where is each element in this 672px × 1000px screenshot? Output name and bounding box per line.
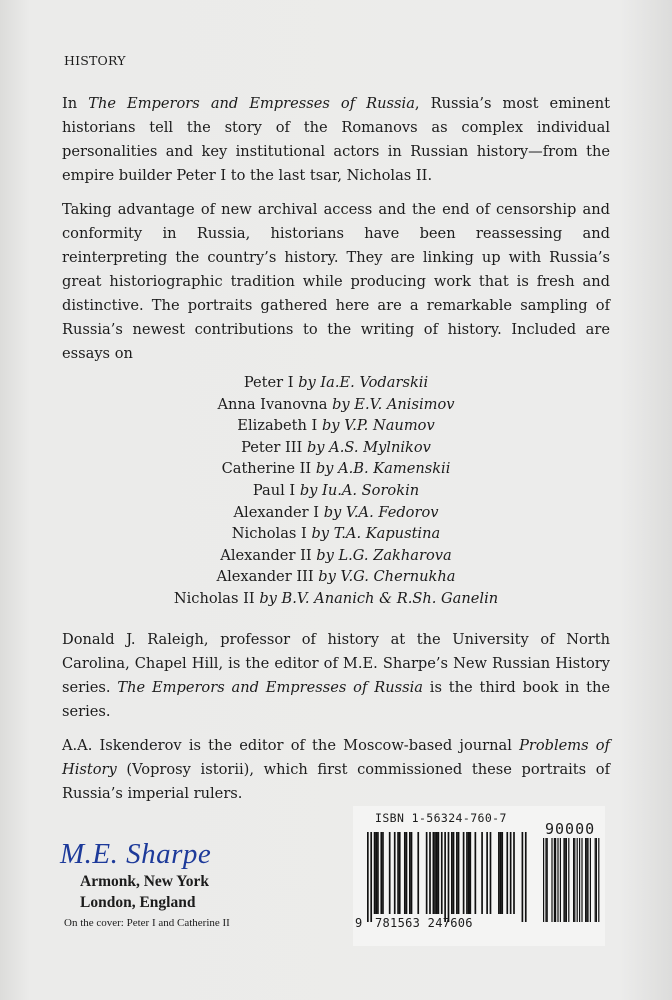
barcode-bar	[468, 832, 470, 914]
ean-number: 781563 247606	[375, 916, 473, 930]
addon-bar	[587, 838, 588, 922]
editor-bio: Donald J. Raleigh, professor of history at the University of North Carolina, Chapel Hill, is the editor of M.E. Sharpe’s New Russian History series. The Emperors and Empresses of Russia is the third book in the series.	[62, 631, 610, 720]
addon-bar	[581, 838, 582, 922]
addon-bar	[547, 838, 548, 922]
barcode-bar	[525, 832, 527, 922]
addon-bar	[565, 838, 566, 922]
barcode-bar	[498, 832, 500, 914]
addon-bar	[560, 838, 561, 922]
category-label: HISTORY	[64, 53, 126, 68]
addon-bar	[574, 838, 575, 922]
barcode-bar	[380, 832, 382, 914]
barcode-bar	[448, 832, 450, 922]
intro-paragraph: In The Emperors and Empresses of Russia, Russia’s most eminent historians tell the story of the Romanovs as complex individual personalities and key institutional actors in Russian history—from the empire builder Peter I to the last tsar, Nicholas II.	[62, 95, 610, 184]
price-addon-number: 90000	[545, 820, 596, 838]
publisher-logo: M.E. Sharpe	[60, 838, 212, 870]
barcode-bar	[426, 832, 428, 914]
cover-credit: On the cover: Peter I and Catherine II	[64, 917, 230, 929]
barcode-bar	[506, 832, 508, 914]
barcode-bar	[377, 832, 379, 914]
ean-first-digit: 9	[355, 916, 363, 930]
barcode-bar	[433, 832, 435, 914]
addon-bar	[554, 838, 555, 922]
addon-bar	[545, 838, 546, 922]
essay-item: Nicholas I by T.A. Kapustina	[231, 525, 441, 543]
barcode-bar	[370, 832, 372, 922]
barcode-bar	[409, 832, 411, 914]
essay-item: Alexander III by V.G. Chernukha	[216, 568, 456, 586]
essay-item: Alexander I by V.A. Fedorov	[233, 503, 439, 521]
addon-bar	[557, 838, 558, 922]
barcode-bar	[501, 832, 503, 914]
barcode-bar	[522, 832, 524, 922]
archival-paragraph: Taking advantage of new archival access and the end of censorship and conformity in Russia, historians have been reassessing and reinterpreting the country’s history. They are linking up with Russia’s great historiographic tradition while producing work that is fresh and distinctive. The portraits gathered here are a remarkable sampling of Russia’s newest contributions to the writing of history. Included are essays on	[62, 201, 610, 362]
essay-item: Elizabeth I by V.P. Naumov	[237, 417, 435, 435]
barcode-bar	[481, 832, 483, 914]
barcode-bar	[436, 832, 438, 914]
journal-bio: A.A. Iskenderov is the editor of the Moscow-based journal Problems of History (Voprosy istorii), which first commissioned these portraits of Russia’s imperial rulers.	[62, 737, 610, 802]
barcode-bar	[510, 832, 512, 914]
addon-bar	[543, 838, 544, 922]
publisher-block	[60, 838, 230, 929]
addon-bar	[555, 838, 556, 922]
barcode-bar	[456, 832, 458, 914]
addon-bar	[598, 838, 599, 922]
barcode-bar	[513, 832, 515, 914]
barcode-bar	[500, 832, 502, 914]
addon-bar	[579, 838, 580, 922]
publisher-city-us: Armonk, New York	[80, 873, 210, 890]
barcode-bar	[490, 832, 492, 914]
addon-bar	[573, 838, 574, 922]
barcode-bar	[438, 832, 440, 914]
barcode-bar	[375, 832, 377, 914]
barcode-bar	[453, 832, 455, 914]
isbn-label: ISBN 1-56324-760-7	[375, 811, 507, 825]
barcode-bar	[469, 832, 471, 914]
barcode-bar	[458, 832, 460, 914]
essay-item: Alexander II by L.G. Zakharova	[220, 546, 452, 564]
barcode-bar	[399, 832, 401, 914]
barcode-bar	[475, 832, 477, 914]
barcode-bar	[444, 832, 446, 922]
barcode-bar	[367, 832, 369, 922]
barcode-bar	[463, 832, 465, 914]
barcode-bar	[451, 832, 453, 914]
publisher-city-uk: London, England	[80, 894, 196, 911]
essay-item: Nicholas II by B.V. Ananich & R.Sh. Ganelin	[173, 589, 499, 607]
barcode-bar	[389, 832, 391, 914]
essay-list	[62, 372, 610, 610]
addon-bar	[563, 838, 564, 922]
essay-item: Peter I by Ia.E. Vodarskii	[243, 374, 429, 391]
barcode-bar	[434, 832, 436, 914]
addon-bar	[566, 838, 567, 922]
book-title: The Emperors and Empresses of Russia	[88, 95, 415, 112]
addon-bar	[585, 838, 586, 922]
barcode-bar	[411, 832, 413, 914]
addon-bar	[590, 838, 591, 922]
addon-bar	[568, 838, 569, 922]
barcode-bar	[441, 832, 443, 914]
addon-bar	[596, 838, 597, 922]
addon-bar	[586, 838, 587, 922]
barcode-bar	[429, 832, 431, 914]
addon-bar	[577, 838, 578, 922]
essay-item: Anna Ivanovna by E.V. Anisimov	[217, 395, 455, 413]
barcode-bar	[394, 832, 396, 914]
barcode-bar	[382, 832, 384, 914]
essay-item: Paul I by Iu.A. Sorokin	[252, 481, 420, 499]
barcode-block	[353, 806, 605, 946]
essay-item: Catherine II by A.B. Kamenskii	[221, 460, 451, 478]
barcode-bar	[374, 832, 376, 914]
barcode-bar	[404, 832, 406, 914]
barcode-bar	[486, 832, 488, 914]
addon-bar	[551, 838, 552, 922]
barcode-bar	[417, 832, 419, 914]
barcode-bar	[397, 832, 399, 914]
barcode-bar	[466, 832, 468, 914]
addon-bar	[595, 838, 596, 922]
essay-item: Peter III by A.S. Mylnikov	[241, 438, 431, 456]
barcode-bar	[406, 832, 408, 914]
